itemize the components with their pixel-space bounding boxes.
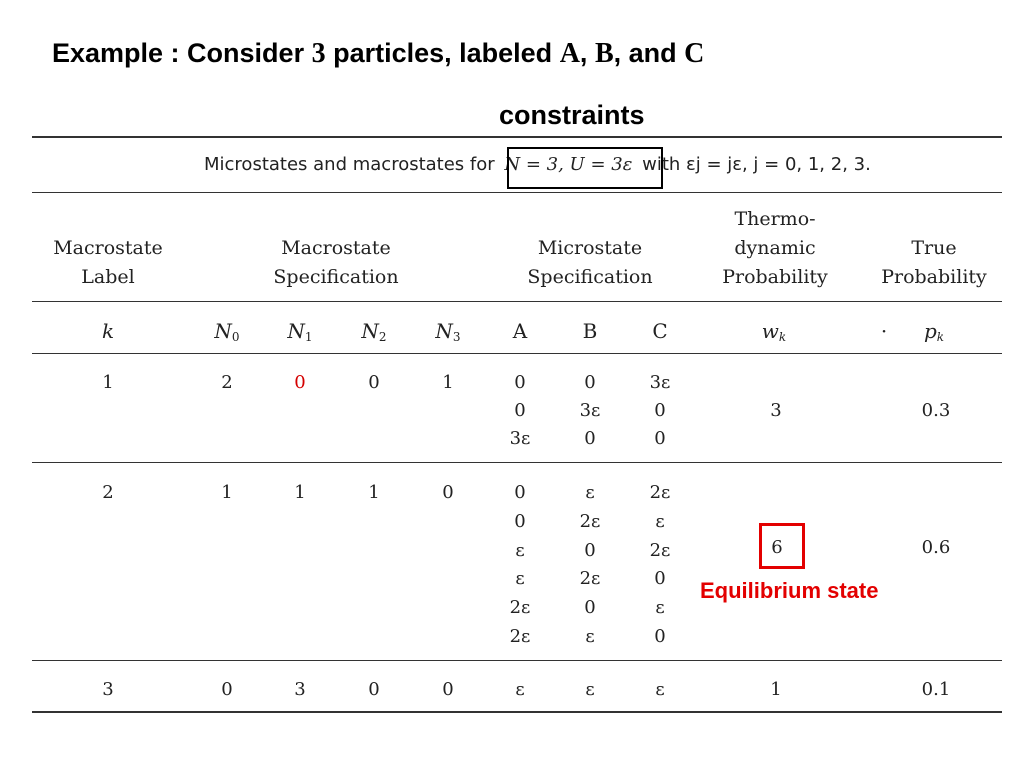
cell-a: 3ε — [509, 428, 531, 449]
cell-n0: 1 — [221, 482, 233, 503]
symbol-a: A — [512, 319, 528, 343]
cell-b: 0 — [584, 540, 596, 561]
cell-c: 3ε — [649, 372, 671, 393]
cell-c: 2ε — [649, 540, 671, 561]
constraints-annotation: constraints — [499, 100, 645, 130]
header-line: Thermo- — [734, 208, 816, 230]
header-line: dynamic — [734, 237, 816, 259]
symbol-n: N — [214, 319, 232, 343]
header-line: Probability — [881, 266, 987, 288]
cell-a: ε — [515, 540, 525, 561]
title-label-b: B — [594, 38, 614, 69]
cell-k: 1 — [102, 372, 114, 393]
cell-a: ε — [515, 679, 525, 700]
caption-constraint-text: N = 3, U = 3ε — [504, 154, 633, 175]
caption-bottom-rule — [32, 192, 1002, 193]
cell-b: 0 — [584, 372, 596, 393]
cell-w: 6 — [771, 537, 783, 558]
cell-c: 0 — [654, 568, 666, 589]
row2-bottom-rule — [32, 660, 1002, 661]
header-line: True — [911, 237, 957, 259]
header-macrostate-label — [38, 234, 178, 292]
cell-a: 0 — [514, 511, 526, 532]
header-true-probability — [872, 234, 996, 292]
cell-n0: 0 — [221, 679, 233, 700]
cell-c: ε — [655, 679, 665, 700]
title-part1: Example : Consider — [52, 38, 312, 68]
caption-suffix: with εj = jε, j = 0, 1, 2, 3. — [636, 154, 871, 175]
cell-n2: 0 — [368, 679, 380, 700]
symbol-b: B — [582, 319, 598, 343]
cell-w: 1 — [770, 679, 782, 700]
header-line: Macrostate — [53, 237, 163, 259]
caption-prefix: Microstates and macrostates for — [204, 154, 501, 175]
title-sep2: , and — [613, 38, 685, 68]
cell-k: 3 — [102, 679, 114, 700]
symbol-p-letter: p — [923, 319, 937, 343]
cell-b: 0 — [584, 428, 596, 449]
symbol-p — [914, 319, 954, 344]
cell-n3: 0 — [442, 482, 454, 503]
header-line: Specification — [273, 266, 399, 288]
cell-n3: 0 — [442, 679, 454, 700]
cell-c: 2ε — [649, 482, 671, 503]
cell-b: 3ε — [579, 400, 601, 421]
cell-c: 0 — [654, 400, 666, 421]
cell-c: 0 — [654, 626, 666, 647]
cell-c: ε — [655, 597, 665, 618]
symbol-n1 — [280, 319, 320, 344]
cell-b: 2ε — [579, 568, 601, 589]
symbol-sub: 3 — [452, 330, 461, 344]
header-line: Specification — [527, 266, 653, 288]
title-label-c: C — [684, 38, 705, 69]
title-sep1: , — [579, 38, 595, 68]
symbol-sub: 1 — [304, 330, 313, 344]
cell-a: 0 — [514, 372, 526, 393]
header-line: Probability — [722, 266, 828, 288]
symbol-n2 — [354, 319, 394, 344]
symbol-w — [754, 319, 794, 344]
cell-b: ε — [585, 626, 595, 647]
symbol-n: N — [361, 319, 379, 343]
equilibrium-label: Equilibrium state — [700, 578, 879, 603]
cell-c: 0 — [654, 428, 666, 449]
symbol-n: N — [435, 319, 453, 343]
symbol-n3 — [428, 319, 468, 344]
symbol-sub: k — [936, 330, 945, 344]
cell-k: 2 — [102, 482, 114, 503]
slide-title — [52, 38, 704, 70]
header-bottom-rule — [32, 301, 1002, 302]
symbol-dot: · — [880, 319, 888, 343]
symbol-k: k — [101, 319, 115, 343]
symbol-sub: 2 — [378, 330, 387, 344]
symbols-bottom-rule — [32, 353, 1002, 354]
cell-p: 0.6 — [921, 537, 951, 558]
cell-n2: 0 — [368, 372, 380, 393]
cell-w: 3 — [770, 400, 782, 421]
cell-a: ε — [515, 568, 525, 589]
header-microstate-spec — [510, 234, 670, 292]
equilibrium-highlight-box — [759, 523, 805, 569]
cell-p: 0.3 — [921, 400, 951, 421]
cell-a: 0 — [514, 400, 526, 421]
cell-n1: 1 — [294, 482, 306, 503]
cell-b: ε — [585, 482, 595, 503]
symbol-c: C — [652, 319, 668, 343]
cell-a: 2ε — [509, 626, 531, 647]
symbol-sub: 0 — [231, 330, 240, 344]
header-macrostate-spec — [256, 234, 416, 292]
cell-n0: 2 — [221, 372, 233, 393]
symbol-n0 — [207, 319, 247, 344]
cell-a: 2ε — [509, 597, 531, 618]
cell-n1: 3 — [294, 679, 306, 700]
title-count: 3 — [311, 38, 326, 69]
cell-c: ε — [655, 511, 665, 532]
table-top-rule — [32, 136, 1002, 138]
symbol-sub: k — [778, 330, 787, 344]
symbol-w-letter: w — [761, 319, 779, 343]
cell-b: 2ε — [579, 511, 601, 532]
cell-b: 0 — [584, 597, 596, 618]
symbol-n: N — [287, 319, 305, 343]
table-bottom-rule — [32, 711, 1002, 713]
header-line: Microstate — [537, 237, 643, 259]
row1-bottom-rule — [32, 462, 1002, 463]
cell-n3: 1 — [442, 372, 454, 393]
cell-n1: 0 — [294, 372, 306, 393]
cell-a: 0 — [514, 482, 526, 503]
constraint-highlight-box — [507, 147, 663, 189]
cell-p: 0.1 — [921, 679, 951, 700]
cell-b: ε — [585, 679, 595, 700]
title-part2: particles, labeled — [325, 38, 560, 68]
header-thermo-probability — [710, 205, 840, 292]
header-line: Macrostate — [281, 237, 391, 259]
cell-n2: 1 — [368, 482, 380, 503]
title-label-a: A — [559, 38, 580, 69]
header-line: Label — [81, 266, 135, 288]
